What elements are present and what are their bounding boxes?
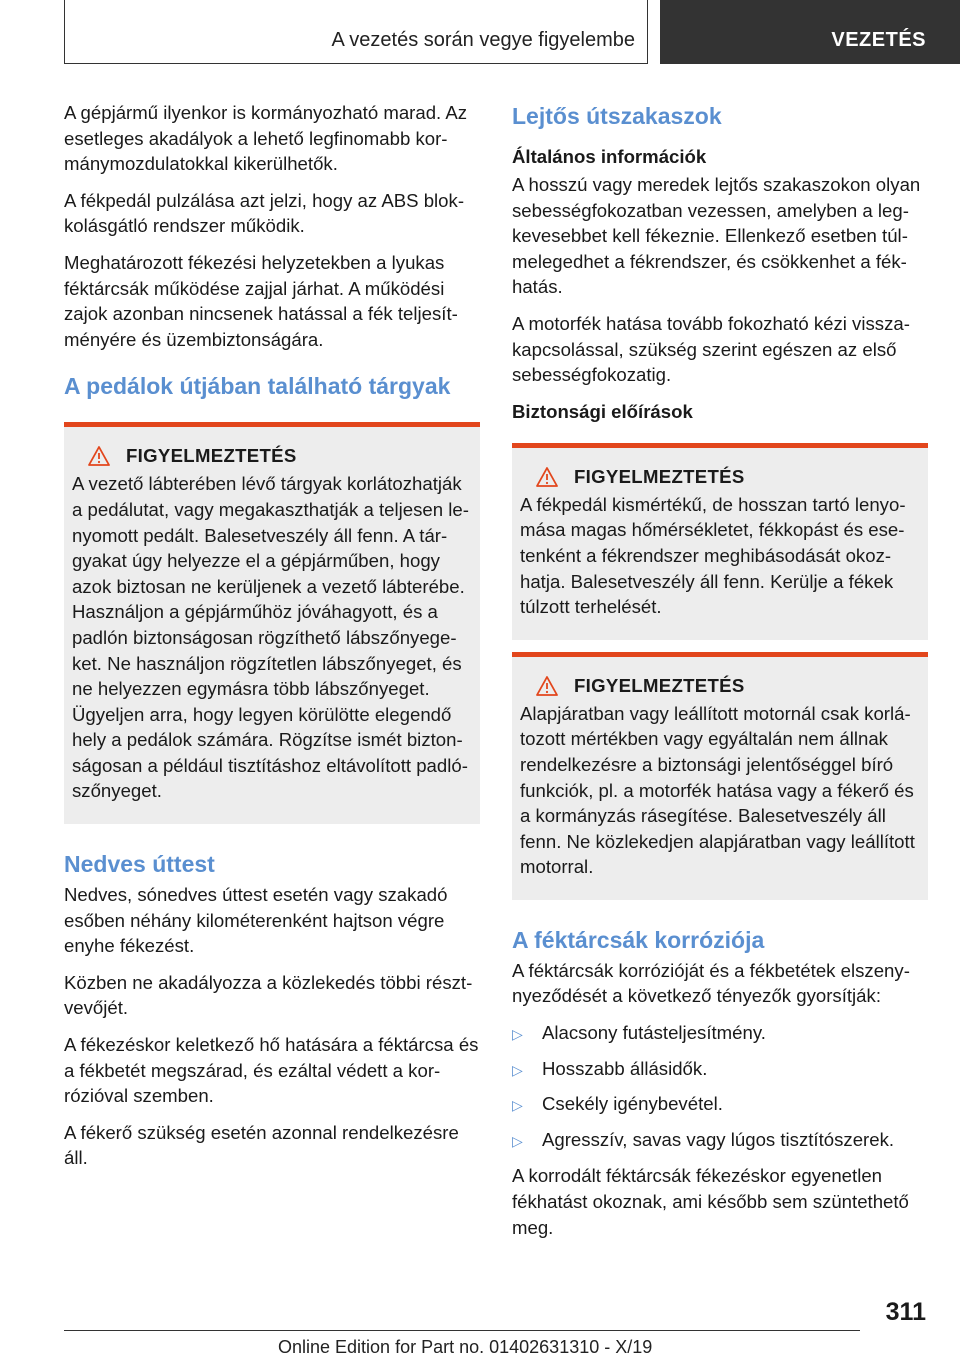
warning-title: FIGYELMEZTETÉS bbox=[574, 465, 745, 487]
chapter-tab bbox=[660, 0, 960, 64]
wet-road-paragraph: Közben ne akadályozza a közlekedés többi résztvevőjét. bbox=[64, 971, 473, 1019]
wet-road-paragraph: A fékerő szükség esetén azonnal rendelkezésre áll. bbox=[64, 1121, 459, 1169]
list-item: ▷ Hosszabb állásidők. bbox=[512, 1056, 928, 1084]
slopes-heading: Lejtős útszakaszok bbox=[512, 103, 722, 129]
corrosion-intro: A féktárcsák korrózióját és a fékbetétek elszenynyeződését a következő tényezők gyorsítják: bbox=[512, 959, 910, 1007]
warning-title: FIGYELMEZTETÉS bbox=[126, 445, 297, 467]
general-paragraph: A motorfék hatása tovább fokozható kézi visszakapcsolással, szükség szerint egészen az első sebességfokozatig. bbox=[512, 312, 910, 386]
corrosion-list bbox=[512, 1020, 928, 1154]
warning-triangle-icon bbox=[536, 676, 558, 696]
footer-divider bbox=[64, 1330, 860, 1331]
corrosion-outro: A korrodált féktárcsák fékezéskor egyenetlen fékhatást okoznak, ami később sem szüntethető meg. bbox=[512, 1165, 909, 1238]
general-subheading: Általános információk bbox=[512, 146, 707, 167]
warning-triangle-icon bbox=[88, 446, 110, 466]
triangle-bullet-icon: ▷ bbox=[512, 1097, 523, 1114]
intro-paragraph: Meghatározott fékezési helyzetekben a lyukas féktárcsák működése zajjal járhat. A működési zajok azonban nincsenek hatással a fék teljesítményére és üzembiztonságára. bbox=[64, 251, 458, 350]
chapter-title: VEZETÉS bbox=[831, 29, 926, 51]
list-item: ▷ Csekély igénybevétel. bbox=[512, 1091, 928, 1119]
safety-subheading: Biztonsági előírások bbox=[512, 400, 693, 422]
warning-text: A vezető lábterében lévő tárgyak korlátozhatják a pedálutat, vagy megakaszthatják a teljesen lenyomott pedált. Balesetveszély áll fenn. A tárgyakat úgy helyezze el a gépjárműben, hogy azok biztosan ne kerüljenek a vezető lábterébe. Használjon a gépjárműhöz jóváhagyott, és a padlón biztonságosan rögzíthető lábszőnyegeket. Ne használjon rögzítetlen lábszőnyeget, és ne helyezzen egymásra több lábszőnyeget. Ügyeljen arra, hogy legyen körülötte elegendő hely a pedálok számára. Rögzítse ismét biztonságosan a például tisztításhoz eltávolított padlószőnyeget. bbox=[72, 473, 469, 802]
wet-road-paragraph: Nedves, sónedves úttest esetén vagy szakadó esőben néhány kilométerenként hajtson végre enyhe fékezést. bbox=[64, 884, 448, 957]
warning-text: A fékpedál kismértékű, de hosszan tartó lenyomása magas hőmérsékletet, fékkopást és esetenként a fékrendszer meghibásodását okozhatja. Balesetveszély áll fenn. Kerülje a fékek túlzott terhelését. bbox=[520, 493, 906, 618]
wet-road-paragraph: A fékezéskor keletkező hő hatására a féktárcsa és a fékbetét megszárad, és ezáltal védett a korrózióval szemben. bbox=[64, 1034, 479, 1107]
footer-edition: Online Edition for Part no. 01402631310 - X/19 bbox=[278, 1337, 653, 1357]
section-header bbox=[64, 0, 648, 64]
intro-paragraph: A gépjármű ilyenkor is kormányozható marad. Az esetleges akadályok a lehető legfinomabb kormánymozdulatokkal kikerülhetők. bbox=[64, 102, 468, 175]
pedals-heading: A pedálok útjában található tárgyak bbox=[64, 373, 451, 400]
triangle-bullet-icon: ▷ bbox=[512, 1061, 523, 1078]
intro-paragraph: A fékpedál pulzálása azt jelzi, hogy az ABS blokkolásgátló rendszer működik. bbox=[64, 189, 465, 237]
corrosion-heading: A féktárcsák korróziója bbox=[512, 926, 765, 953]
brake-warning-box bbox=[512, 443, 928, 640]
general-paragraph: A hosszú vagy meredek lejtős szakaszokon olyan sebességfokozatban vezessen, amelyben a legkevesebbet kell fékeznie. Ellenkező esetben túlmelegedhet a fékrendszer, és csökkenhet a fékhatás. bbox=[512, 174, 921, 298]
list-item: ▷ Agresszív, savas vagy lúgos tisztítószerek. bbox=[512, 1127, 928, 1155]
list-item: ▷ Alacsony futásteljesítmény. bbox=[512, 1020, 928, 1048]
wet-road-heading: Nedves úttest bbox=[64, 851, 215, 878]
page-number: 311 bbox=[885, 1298, 926, 1326]
triangle-bullet-icon: ▷ bbox=[512, 1026, 523, 1043]
warning-title: FIGYELMEZTETÉS bbox=[574, 674, 745, 696]
pedals-warning-box bbox=[64, 422, 480, 824]
triangle-bullet-icon: ▷ bbox=[512, 1132, 523, 1149]
right-column bbox=[512, 100, 928, 1251]
warning-text: Alapjáratban vagy leállított motornál csak korlátozott mértékben vagy egyáltalán nem állnak rendelkezésre a biztonsági jelentőséggel bíró funkciók, pl. a motorfék hatása vagy a fékerő és a kormányzás rásegítése. Balesetveszély áll fenn. Ne közlekedjen alapjáratban vagy leállított motorral. bbox=[520, 702, 915, 878]
idle-warning-box bbox=[512, 652, 928, 900]
left-column bbox=[64, 100, 480, 1182]
warning-triangle-icon bbox=[536, 467, 558, 487]
section-title: A vezetés során vegye figyelembe bbox=[331, 29, 635, 51]
